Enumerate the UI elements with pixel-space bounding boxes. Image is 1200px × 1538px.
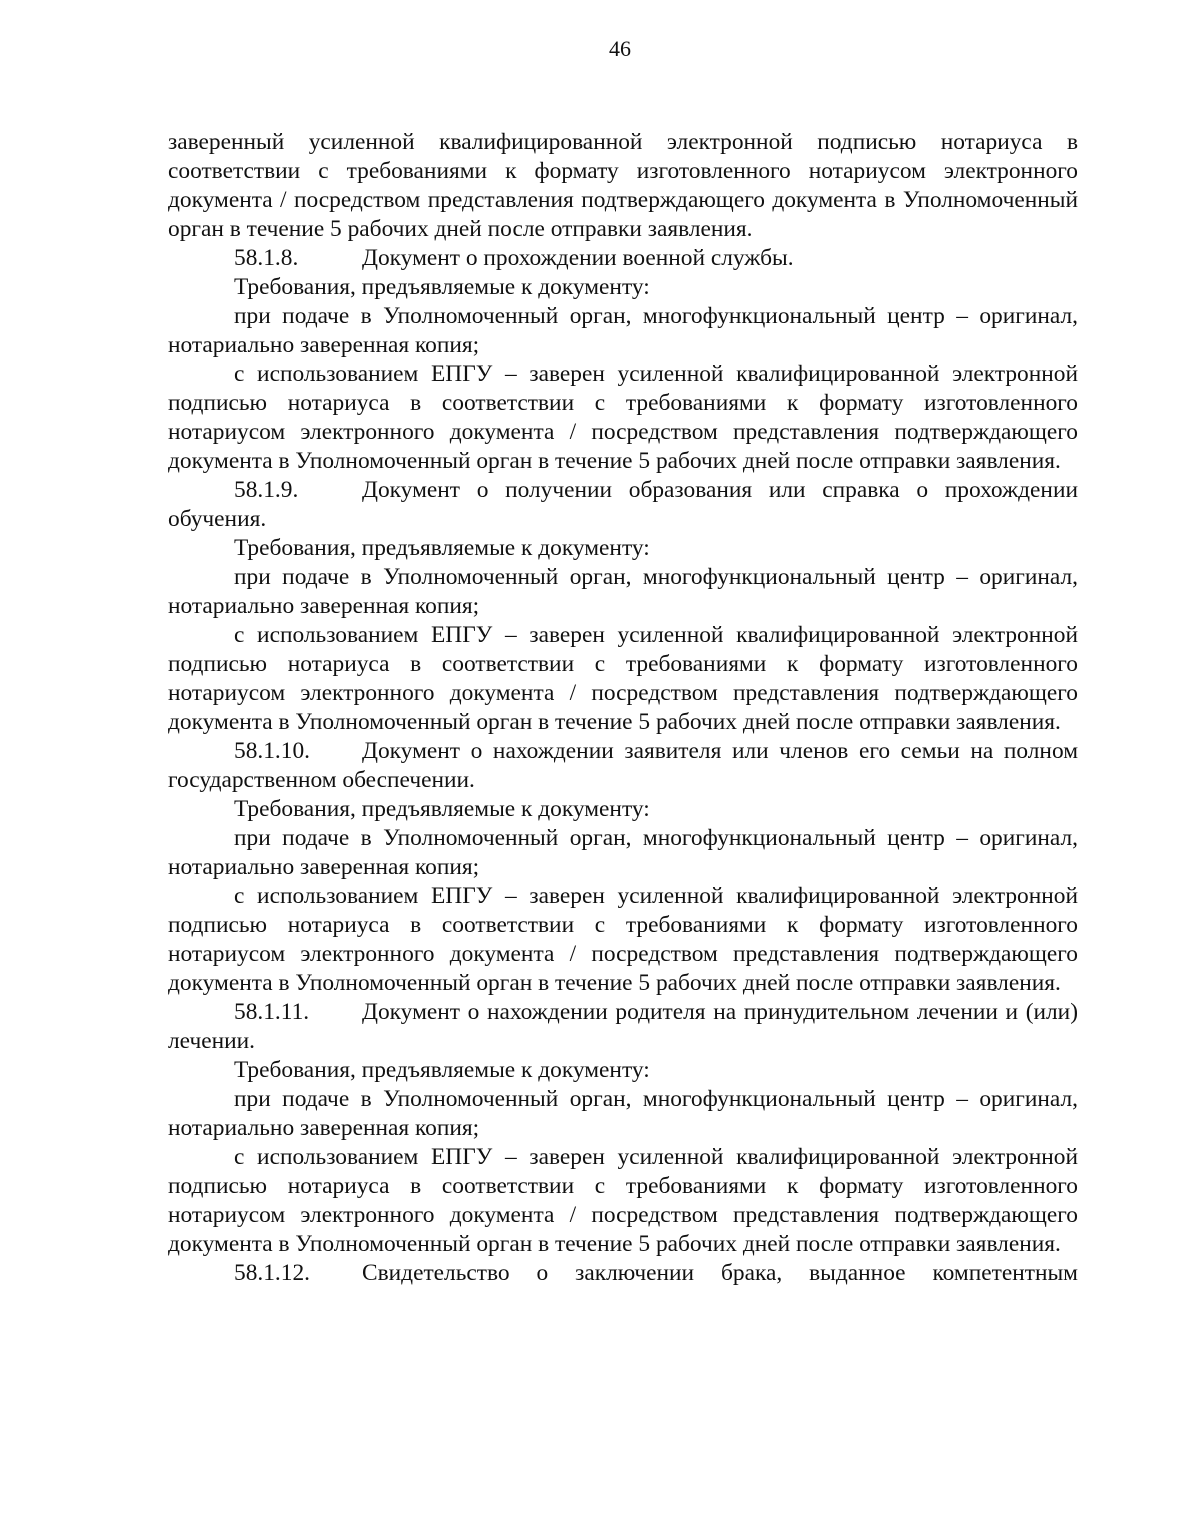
section-number: 58.1.9. [234, 477, 299, 503]
paragraph: Требования, предъявляемые к документу: [234, 274, 650, 300]
page-number: 46 [609, 36, 631, 61]
section-item [168, 476, 1078, 534]
paragraph: при подаче в Уполномоченный орган, многофункциональный центр – оригинал, нотариально заверенная копия; [168, 303, 1078, 358]
document-body [168, 128, 1078, 1288]
paragraph: с использованием ЕПГУ – заверен усиленной квалифицированной электронной подписью нотариуса в соответствии с требованиями к формату изготовленного нотариусом электронного документа / посредством представления подтверждающего документа в Уполномоченный орган в течение 5 рабочих дней после отправки заявления. [168, 622, 1078, 735]
section-number: 58.1.10. [234, 738, 311, 764]
section-number: 58.1.8. [234, 245, 299, 271]
paragraph: при подаче в Уполномоченный орган, многофункциональный центр – оригинал, нотариально заверенная копия; [168, 1086, 1078, 1141]
paragraph: при подаче в Уполномоченный орган, многофункциональный центр – оригинал, нотариально заверенная копия; [168, 564, 1078, 619]
paragraph: с использованием ЕПГУ – заверен усиленной квалифицированной электронной подписью нотариуса в соответствии с требованиями к формату изготовленного нотариусом электронного документа / посредством представления подтверждающего документа в Уполномоченный орган в течение 5 рабочих дней после отправки заявления. [168, 883, 1078, 996]
paragraph: при подаче в Уполномоченный орган, многофункциональный центр – оригинал, нотариально заверенная копия; [168, 825, 1078, 880]
section-item [168, 737, 1078, 795]
section-item [168, 244, 1078, 273]
paragraph: заверенный усиленной квалифицированной электронной подписью нотариуса в соответствии с требованиями к формату изготовленного нотариусом электронного документа / посредством представления подтверждающего документа в Уполномоченный орган в течение 5 рабочих дней после отправки заявления. [168, 129, 1078, 242]
section-number: 58.1.11. [234, 999, 310, 1025]
section-text: Документ о нахождении родителя на принудительном лечении и (или) лечении. [168, 999, 1078, 1054]
section-text: Свидетельство о заключении брака, выданное компетентным [362, 1260, 1078, 1286]
paragraph: Требования, предъявляемые к документу: [234, 796, 650, 822]
section-number: 58.1.12. [234, 1260, 311, 1286]
paragraph: Требования, предъявляемые к документу: [234, 1057, 650, 1083]
section-item [168, 1259, 1078, 1288]
paragraph: Требования, предъявляемые к документу: [234, 535, 650, 561]
paragraph: с использованием ЕПГУ – заверен усиленной квалифицированной электронной подписью нотариуса в соответствии с требованиями к формату изготовленного нотариусом электронного документа / посредством представления подтверждающего документа в Уполномоченный орган в течение 5 рабочих дней после отправки заявления. [168, 361, 1078, 474]
section-text: Документ о прохождении военной службы. [362, 245, 794, 271]
section-text: Документ о нахождении заявителя или членов его семьи на полном государственном обеспечении. [168, 738, 1078, 793]
paragraph: с использованием ЕПГУ – заверен усиленной квалифицированной электронной подписью нотариуса в соответствии с требованиями к формату изготовленного нотариусом электронного документа / посредством представления подтверждающего документа в Уполномоченный орган в течение 5 рабочих дней после отправки заявления. [168, 1144, 1078, 1257]
section-item [168, 998, 1078, 1056]
section-text: Документ о получении образования или справка о прохождении обучения. [168, 477, 1078, 532]
